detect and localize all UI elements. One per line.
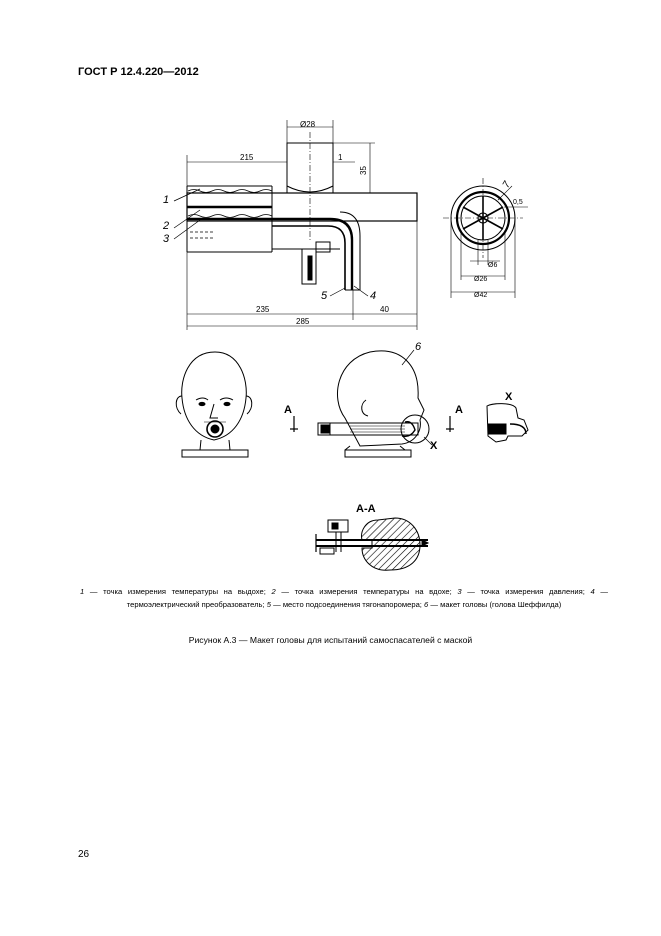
svg-text:7: 7 <box>500 179 514 190</box>
legend-text-3: точка измерения давления; <box>480 587 585 596</box>
svg-text:Ø6: Ø6 <box>488 262 498 269</box>
svg-text:X: X <box>505 391 513 403</box>
legend-text-4: термоэлектрический преобразователь; <box>126 600 265 609</box>
svg-text:4: 4 <box>370 290 377 302</box>
svg-text:215: 215 <box>240 153 254 162</box>
svg-text:Ø28: Ø28 <box>300 120 316 129</box>
legend-text-1: точка измерения температуры на выдохе; <box>103 587 266 596</box>
figure-legend <box>80 585 608 611</box>
legend-num-5: 5 — <box>266 600 281 609</box>
svg-text:285: 285 <box>296 317 310 326</box>
legend-num-3: 3 — <box>457 587 475 596</box>
svg-text:A: A <box>455 404 463 416</box>
page-number: 26 <box>78 849 90 860</box>
detail-x-label <box>505 391 513 403</box>
svg-text:Ø26: Ø26 <box>474 276 488 283</box>
figure-caption: Рисунок А.3 — Макет головы для испытаний самоспасателей с маской <box>188 635 473 645</box>
svg-text:40: 40 <box>380 305 389 314</box>
svg-text:6: 6 <box>415 341 422 353</box>
legend-text-6: макет головы (голова Шеффилда) <box>440 600 562 609</box>
legend-text-5: место подсоединения тягонапоромера; <box>282 600 422 609</box>
svg-text:2: 2 <box>163 220 170 232</box>
document-header: ГОСТ Р 12.4.220—2012 <box>78 66 199 78</box>
section-aa-view <box>316 518 428 570</box>
svg-text:A-A: A-A <box>356 503 376 515</box>
legend-num-6: 6 — <box>424 600 438 609</box>
svg-text:A: A <box>284 404 292 416</box>
legend-num-4: 4 — <box>590 587 608 596</box>
svg-text:35: 35 <box>359 166 368 175</box>
svg-text:1: 1 <box>163 194 170 206</box>
tube-callouts <box>162 194 376 302</box>
svg-text:235: 235 <box>256 305 270 314</box>
svg-text:0,5: 0,5 <box>513 199 523 206</box>
svg-text:3: 3 <box>163 233 170 245</box>
legend-num-1: 1 — <box>80 587 98 596</box>
detail-x-view <box>487 404 528 442</box>
svg-text:X: X <box>430 440 438 452</box>
svg-text:Ø42: Ø42 <box>474 292 488 299</box>
head-front-view <box>176 352 252 457</box>
tube-assembly-drawing <box>174 120 417 330</box>
svg-text:1: 1 <box>338 153 343 162</box>
svg-text:5: 5 <box>321 290 328 302</box>
legend-text-2: точка измерения температуры на вдохе; <box>294 587 452 596</box>
legend-num-2: 2 — <box>271 587 289 596</box>
section-aa-label <box>356 503 376 515</box>
